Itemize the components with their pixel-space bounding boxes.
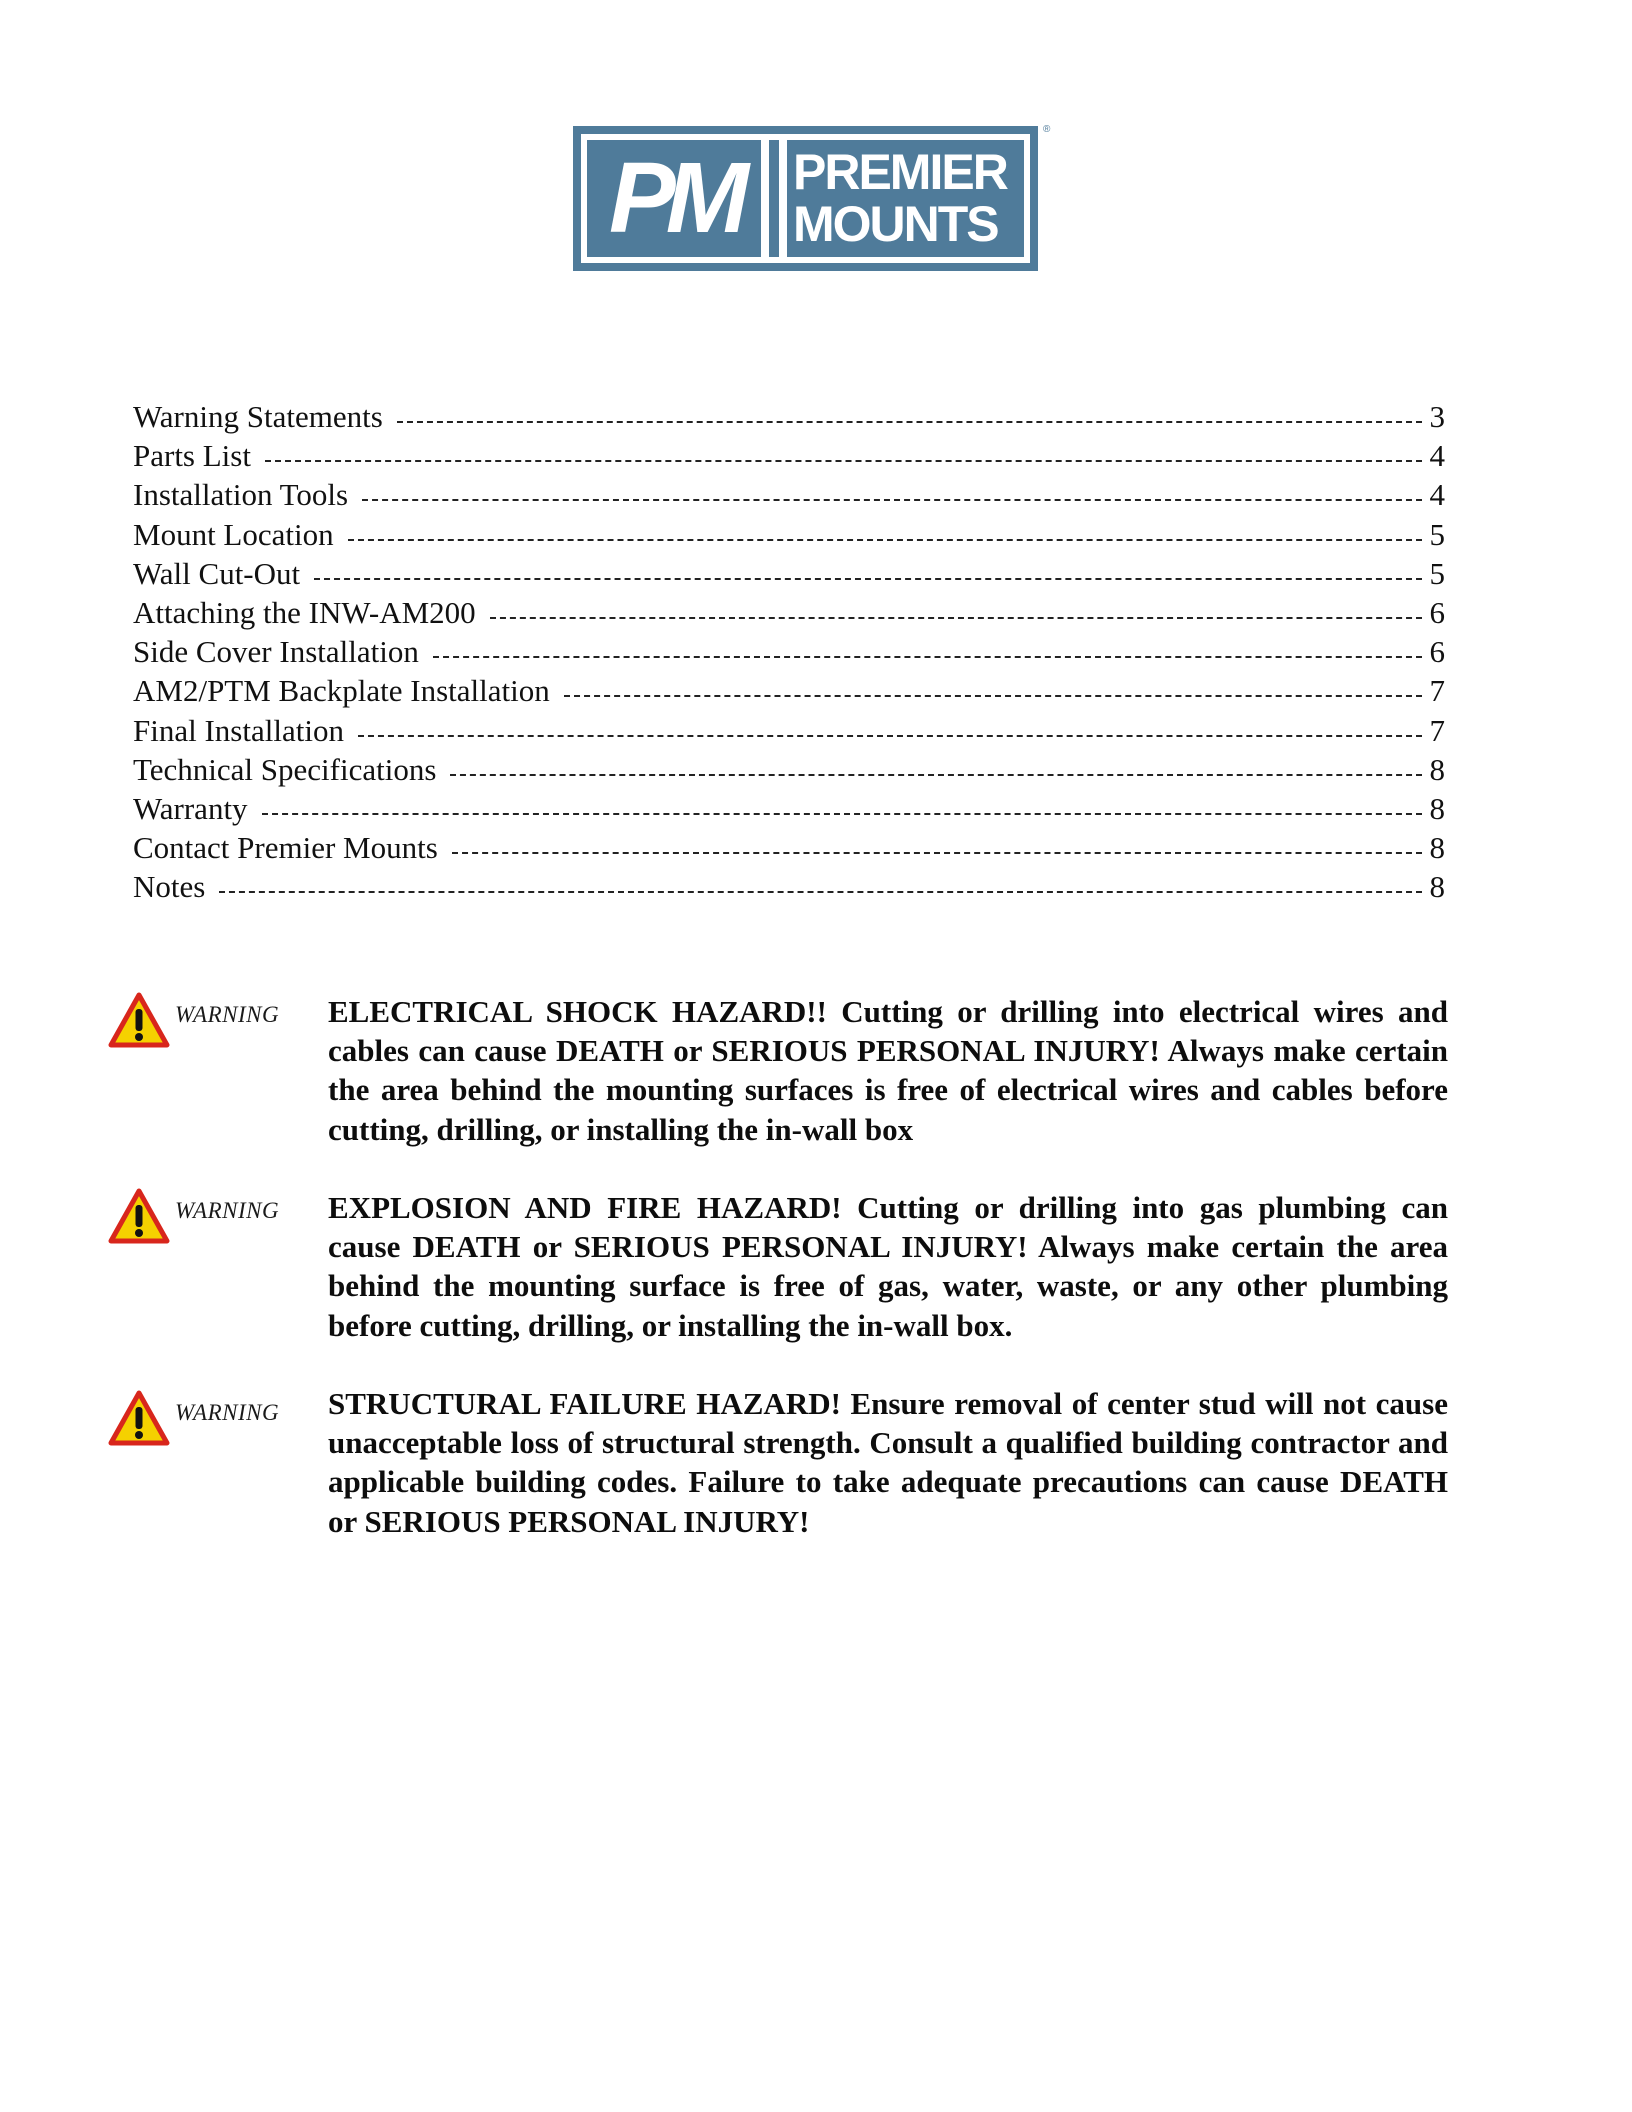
toc-entry-page: 4 [1429, 477, 1445, 513]
toc-entry-page: 7 [1429, 673, 1445, 709]
warning-text: EXPLOSION AND FIRE HAZARD! Cutting or drilling into gas plumbing can cause DEATH or SERIOUS PERSONAL INJURY! Always make certain the area behind the mounting surface is free of gas, water, waste, or any other plumbing before cutting, drilling, or installing the in-wall box. [328, 1190, 1448, 1343]
toc-entry[interactable] [133, 515, 1445, 554]
warning-triangle-icon [108, 1390, 170, 1446]
toc-entry-page: 5 [1429, 516, 1445, 552]
toc-entry-title: Installation Tools [133, 477, 349, 513]
warning-triangle-icon [108, 992, 170, 1048]
logo-wordmark [787, 140, 1024, 257]
toc-entry[interactable] [133, 475, 1445, 514]
toc-entry[interactable] [133, 593, 1445, 632]
toc-dot-leader [397, 421, 1422, 423]
toc-dot-leader [564, 695, 1422, 697]
toc-entry[interactable] [133, 436, 1445, 475]
logo-monogram: PM [587, 140, 761, 257]
toc-entry-page: 8 [1429, 790, 1445, 826]
logo-word-premier: PREMIER [793, 144, 1007, 200]
registered-mark: ® [1043, 124, 1051, 135]
toc-dot-leader [314, 578, 1421, 580]
toc-entry[interactable] [133, 671, 1445, 710]
warning-label: WARNING [175, 1400, 280, 1425]
toc-entry[interactable] [133, 711, 1445, 750]
toc-entry-title: Contact Premier Mounts [133, 830, 438, 866]
toc-entry[interactable] [133, 632, 1445, 671]
toc-dot-leader [452, 852, 1422, 854]
warning-badge [108, 992, 298, 1052]
warning-label: WARNING [175, 1002, 280, 1027]
toc-entry-title: Side Cover Installation [133, 634, 419, 670]
toc-dot-leader [358, 735, 1422, 737]
warning-text: STRUCTURAL FAILURE HAZARD! Ensure removal of center stud will not cause unacceptable loss of structural strength. Consult a qualified building contractor and applicable building codes. Failure to take adequate precautions can cause DEATH or SERIOUS PERSONAL INJURY! [328, 1386, 1448, 1539]
toc-entry-title: Mount Location [133, 516, 334, 552]
logo-word-mounts: MOUNTS [793, 196, 998, 252]
toc-entry[interactable] [133, 554, 1445, 593]
logo-divider [769, 140, 779, 257]
toc-entry-title: Technical Specifications [133, 751, 437, 787]
toc-entry-page: 7 [1429, 712, 1445, 748]
toc-entry-title: Warning Statements [133, 399, 383, 434]
toc-entry-title: Final Installation [133, 712, 344, 748]
toc-entry[interactable] [133, 397, 1445, 436]
premier-mounts-logo [573, 126, 1038, 271]
toc-entry-page: 4 [1429, 438, 1445, 474]
toc-dot-leader [262, 813, 1422, 815]
toc-entry-page: 6 [1429, 594, 1445, 630]
toc-entry-page: 8 [1429, 751, 1445, 787]
warning-badge [108, 1188, 298, 1248]
warning-label: WARNING [175, 1198, 280, 1223]
toc-entry-page: 3 [1429, 399, 1445, 434]
toc-dot-leader [433, 656, 1422, 658]
warning-triangle-icon [108, 1188, 170, 1244]
toc-dot-leader [219, 891, 1421, 893]
toc-entry-title: Warranty [133, 790, 248, 826]
toc-entry-page: 5 [1429, 555, 1445, 591]
toc-dot-leader [265, 460, 1422, 462]
toc-entry-title: Notes [133, 869, 206, 905]
toc-entry-title: Wall Cut-Out [133, 555, 301, 591]
toc-dot-leader [348, 539, 1422, 541]
toc-dot-leader [362, 499, 1421, 501]
warning-text: ELECTRICAL SHOCK HAZARD!! Cutting or drilling into electrical wires and cables can cause DEATH or SERIOUS PERSONAL INJURY! Always make certain the area behind the mounting surfaces is free of electrical wires and cables before cutting, drilling, or installing the in-wall box [328, 994, 1448, 1147]
table-of-contents [133, 397, 1445, 906]
toc-entry[interactable] [133, 750, 1445, 789]
toc-entry-title: AM2/PTM Backplate Installation [133, 673, 550, 709]
toc-entry[interactable] [133, 867, 1445, 906]
toc-entry-page: 6 [1429, 634, 1445, 670]
toc-dot-leader [490, 617, 1422, 619]
toc-entry[interactable] [133, 789, 1445, 828]
toc-entry-page: 8 [1429, 830, 1445, 866]
toc-entry-title: Attaching the INW-AM200 [133, 594, 476, 630]
toc-entry[interactable] [133, 828, 1445, 867]
toc-dot-leader [450, 774, 1421, 776]
toc-entry-page: 8 [1429, 869, 1445, 905]
warning-badge [108, 1390, 298, 1450]
toc-entry-title: Parts List [133, 438, 251, 474]
